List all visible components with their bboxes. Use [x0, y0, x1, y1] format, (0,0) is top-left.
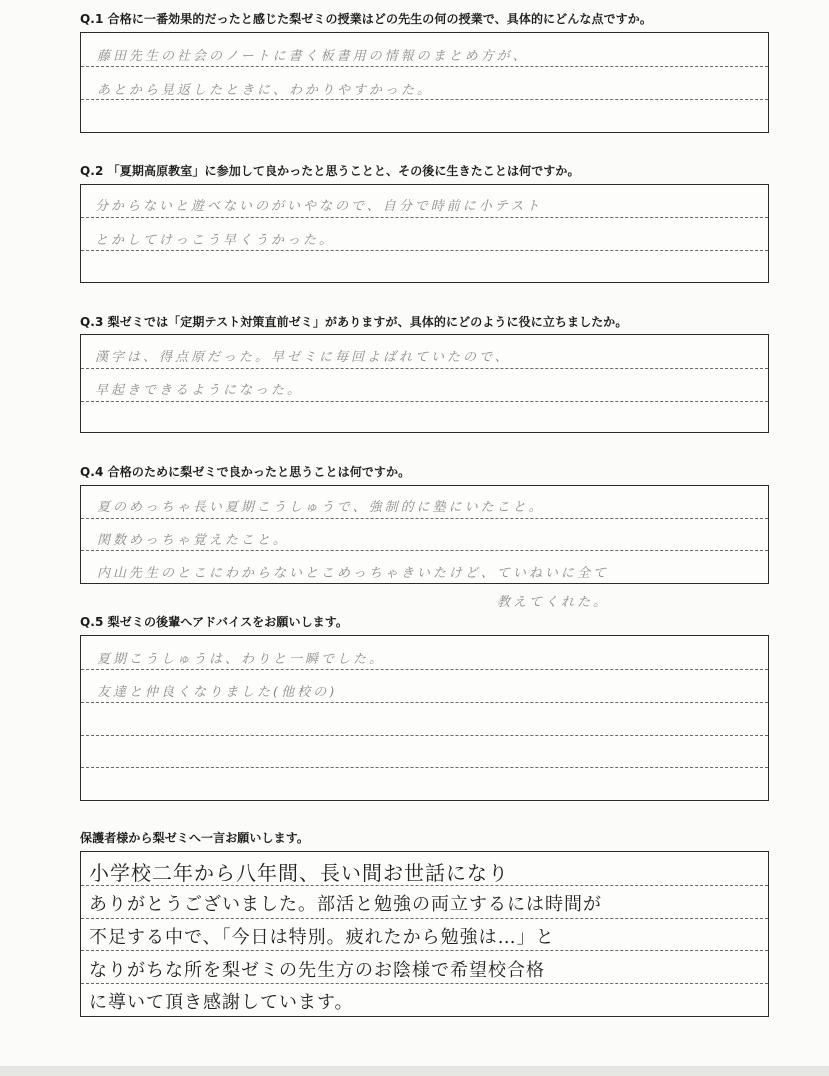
answer-4-line-1: 夏のめっちゃ長い夏期こうしゅうで、強制的に塾にいたこと。 — [97, 500, 545, 515]
answer-line — [81, 669, 768, 670]
answer-3-line-1: 漢字は、得点原だった。早ゼミに毎回よばれていたので、 — [95, 350, 511, 365]
parent-message-line-4: なりがちな所を梨ゼミの先生方のお陰様で希望校合格 — [89, 960, 545, 981]
answer-box-3 — [80, 334, 769, 433]
answer-box-2 — [80, 184, 769, 283]
answer-box-4 — [80, 485, 769, 584]
answer-4-line-3: 内山先生のとこにわからないとこめっちゃきいたけど、ていねいに全て — [97, 566, 609, 581]
question-1-label: Q.1 合格に一番効果的だったと感じた梨ゼミの授業はどの先生の何の授業で、具体的にどんな点ですか。 — [80, 12, 652, 26]
answer-4-line-4: 教えてくれた。 — [497, 595, 610, 610]
answer-line — [81, 735, 768, 736]
answer-line — [81, 702, 768, 703]
answer-line — [81, 918, 768, 919]
parent-message-line-2: ありがとうございました。部活と勉強の両立するには時間が — [89, 894, 602, 915]
parent-message-label: 保護者様から梨ゼミへ一言お願いします。 — [80, 831, 309, 845]
answer-box-parent — [80, 851, 769, 1017]
scan-bottom-edge — [0, 1066, 829, 1076]
answer-line — [81, 550, 768, 551]
parent-message-line-5: に導いて頂き感謝しています。 — [89, 992, 354, 1013]
question-2-label: Q.2 「夏期高原教室」に参加して良かったと思うことと、その後に生きたことは何ですか。 — [80, 164, 580, 178]
answer-1-line-1: 藤田先生の社会のノートに書く板書用の情報のまとめ方が、 — [97, 49, 529, 64]
answer-4-line-2: 関数めっちゃ覚えたこと。 — [97, 533, 289, 548]
answer-line — [81, 401, 768, 402]
answer-1-line-2: あとから見返したときに、わかりやすかった。 — [97, 83, 434, 98]
answer-box-1 — [80, 32, 769, 133]
answer-5-line-1: 夏期こうしゅうは、わりと一瞬でした。 — [97, 652, 386, 667]
answer-line — [81, 767, 768, 768]
question-4-label: Q.4 合格のために梨ゼミで良かったと思うことは何ですか。 — [80, 465, 411, 479]
answer-line — [81, 518, 768, 519]
answer-line — [81, 950, 768, 951]
answer-line — [81, 99, 768, 100]
question-5-label: Q.5 梨ゼミの後輩へアドバイスをお願いします。 — [80, 615, 349, 629]
question-3-label: Q.3 梨ゼミでは「定期テスト対策直前ゼミ」がありますが、具体的にどのように役に立ちましたか。 — [80, 315, 628, 329]
answer-line — [81, 217, 768, 218]
answer-line — [81, 368, 768, 369]
parent-message-line-3: 不足する中で、「今日は特別。疲れたから勉強は…」と — [89, 927, 555, 948]
answer-line — [81, 983, 768, 984]
answer-line — [81, 66, 768, 67]
answer-2-line-1: 分からないと遊べないのがいやなので、自分で時前に小テスト — [95, 199, 543, 214]
parent-message-line-1: 小学校二年から八年間、長い間お世話になり — [89, 861, 509, 885]
answer-box-5 — [80, 635, 769, 801]
answer-2-line-2: とかしてけっこう早くうかった。 — [95, 233, 336, 248]
answer-line — [81, 250, 768, 251]
answer-5-line-2: 友達と仲良くなりました(他校の) — [97, 685, 338, 700]
answer-3-line-2: 早起きできるようになった。 — [95, 383, 304, 398]
